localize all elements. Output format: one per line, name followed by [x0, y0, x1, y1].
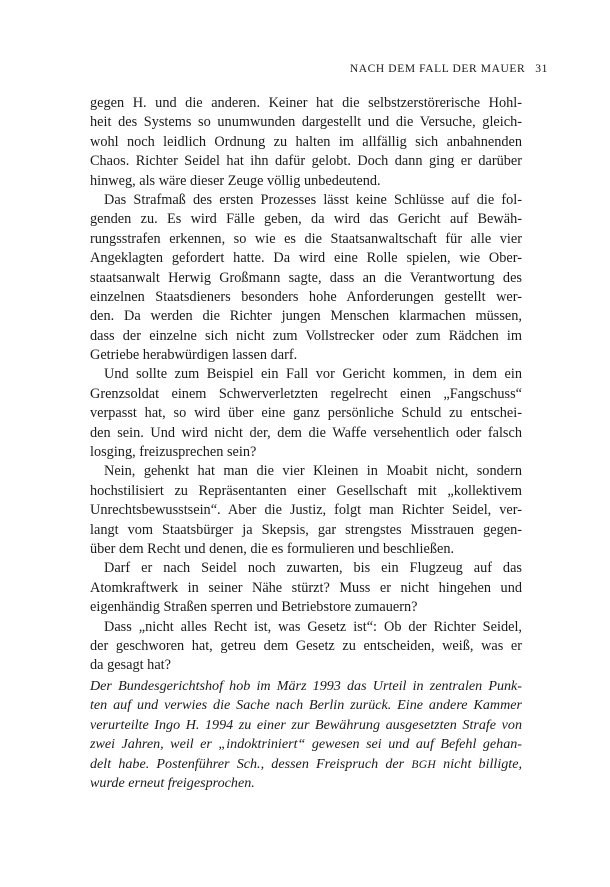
text-line: staatsanwalt Herwig Großmann sagte, dass an die Verantwortung des	[90, 269, 522, 286]
text-line: Unrechtsbewusstsein“. Aber die Justiz, folgt man Richter Seidel, ver-	[90, 502, 522, 519]
text-line: Nein, gehenkt hat man die vier Kleinen in Moabit nicht, sondern	[104, 463, 522, 480]
text-line: hinweg, als wäre dieser Zeuge völlig unbedeutend.	[90, 172, 381, 189]
text-line: Atomkraftwerk in seiner Nähe stürzt? Muss er nicht hingehen und	[90, 579, 522, 596]
note-line: verurteilte Ingo H. 1994 zu einer zur Bewährung ausgesetzten Strafe von	[90, 716, 522, 733]
text-line: rungsstrafen erkennen, so wie es die Staatsanwaltschaft für alle vier	[90, 230, 522, 247]
editorial-note	[90, 677, 522, 793]
note-line: zwei Jahren, weil er „indoktriniert“ gewesen sei und auf Befehl gehan-	[90, 736, 522, 753]
text-line: Chaos. Richter Seidel hat ihn dafür gelobt. Doch dann ging er darüber	[90, 153, 522, 170]
text-line: wohl noch leidlich Ordnung zu halten im allfällig sich anbahnenden	[90, 133, 522, 150]
text-line: über dem Recht und denen, die es formulieren und beschließen.	[90, 540, 455, 557]
text-line: da gesagt hat?	[90, 657, 171, 674]
note-line: Der Bundesgerichtshof hob im März 1993 das Urteil in zentralen Punk-	[90, 678, 522, 694]
note-line	[90, 755, 522, 774]
text-line: verpasst hat, so wird über eine ganz persönliche Schuld zu entschei-	[90, 405, 522, 422]
running-head	[350, 63, 548, 75]
text-line: genden zu. Es wird Fälle geben, da wird das Gericht auf Bewäh-	[90, 211, 522, 228]
text-line: Dass „nicht alles Recht ist, was Gesetz ist“: Ob der Richter Seidel,	[104, 618, 522, 635]
text-line: den. Da werden die Richter jungen Menschen klarmachen müssen,	[90, 308, 522, 325]
text-line: Angeklagten gefordert hatte. Da wird eine Rolle spielen, wie Ober-	[90, 250, 522, 267]
note-line: wurde erneut freigesprochen.	[90, 774, 255, 791]
text-line: langt vom Staatsbürger ja Skepsis, gar strengstes Misstrauen gegen-	[90, 521, 522, 538]
running-title: NACH DEM FALL DER MAUER	[349, 63, 526, 75]
text-line: gegen H. und die anderen. Keiner hat die selbstzerstörerische Hohl-	[90, 95, 522, 111]
text-line: Und sollte zum Beispiel ein Fall vor Gericht kommen, in dem ein	[104, 366, 522, 383]
note-line: ten auf und verwies die Sache nach Berlin zurück. Eine andere Kammer	[90, 697, 522, 714]
note-text: delt habe. Postenführer Sch., dessen Freispruch der	[90, 755, 412, 772]
main-text	[90, 94, 522, 676]
text-line: heit des Systems so unumwunden dargestellt und die Versuche, gleich-	[90, 114, 522, 131]
text-line: einzelnen Staatsdieners besonders hohe Anforderungen gestellt wer-	[90, 288, 522, 305]
text-line: dass der einzelne sich nicht zum Vollstrecker oder zum Rädchen im	[90, 327, 522, 344]
text-line: Darf er nach Seidel noch zuwarten, bis ein Flugzeug auf das	[104, 560, 522, 577]
note-text: nicht billigte,	[435, 755, 522, 772]
text-line: der geschworen hat, getreu dem Gesetz zu entscheiden, weiß, was er	[90, 637, 522, 654]
text-line: Das Strafmaß des ersten Prozesses lässt keine Schlüsse auf die fol-	[104, 191, 522, 208]
text-line: den sein. Und wird nicht der, dem die Waffe versehentlich oder falsch	[90, 424, 522, 441]
page-number: 31	[535, 63, 548, 75]
abbreviation-bgh: BGH	[411, 757, 436, 771]
text-line: Getriebe herabwürdigen lassen darf.	[90, 347, 298, 364]
text-line: losging, freizusprechen sein?	[90, 444, 257, 461]
text-line: hochstilisiert zu Repräsentanten einer Gesellschaft mit „kollektivem	[90, 482, 522, 499]
text-line: Grenzsoldat einem Schwerverletzten regelrecht einen „Fangschuss“	[90, 385, 522, 402]
text-line: eigenhändig Straßen sperren und Betriebstore zumauern?	[90, 599, 418, 616]
